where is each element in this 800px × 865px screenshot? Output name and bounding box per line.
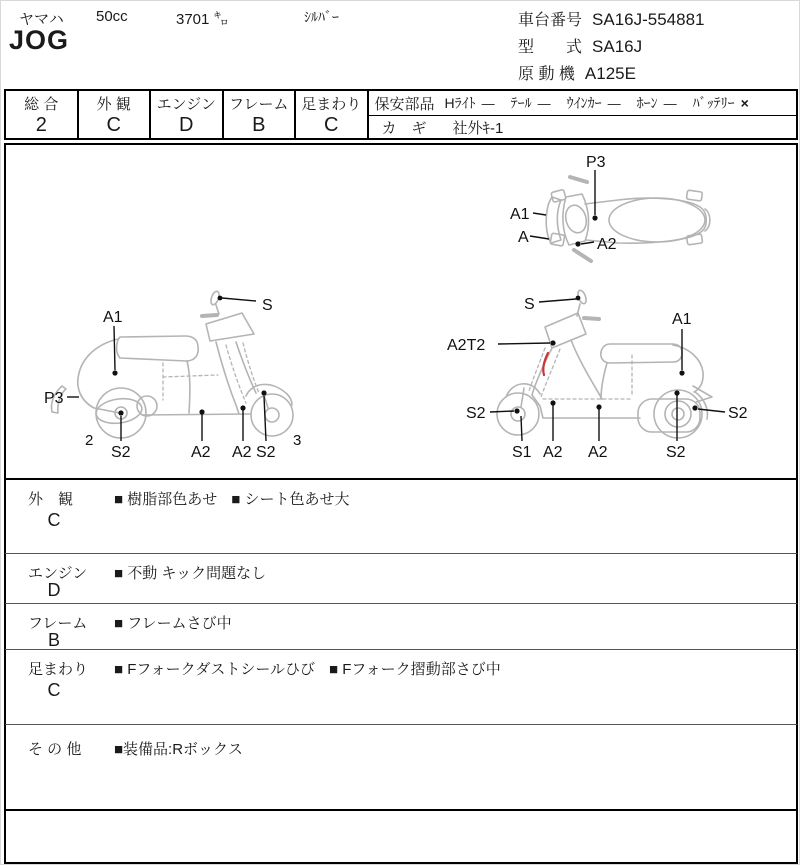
safety-item-tail: [511, 93, 551, 113]
model-name: JOG: [9, 25, 70, 55]
scooter-left-outline: [51, 290, 293, 438]
left-side-diagram: [40, 285, 330, 467]
engine-code-label: 原 動 機: [518, 66, 575, 83]
comment: ■ Fフォーク摺動部さび中: [329, 661, 501, 678]
safety-item-battery: [693, 93, 749, 113]
section-comments: [114, 488, 349, 509]
grade-value: C: [324, 114, 339, 136]
damage-code-label: S1: [512, 444, 532, 461]
displacement: 50cc: [96, 8, 128, 25]
safety-item-value: ―: [607, 95, 621, 111]
safety-item-value: ×: [740, 95, 749, 111]
section-frame: [4, 604, 798, 650]
comment: ■ 樹脂部色あせ: [114, 491, 218, 508]
top-view-diagram: [500, 149, 800, 277]
safety-parts-cell: [369, 91, 797, 138]
grade-cell-exterior: [79, 91, 152, 138]
section-exterior: [4, 480, 798, 554]
maker-name: ヤマハ: [19, 11, 64, 28]
section-comments: [114, 658, 501, 679]
grade-label: エンジン: [156, 96, 216, 113]
section-label: エンジン: [28, 565, 88, 582]
model-code-row: [518, 34, 642, 57]
grade-value: C: [106, 114, 121, 136]
body-color: ｼﾙﾊﾞｰ: [304, 9, 339, 25]
section-comments: [114, 612, 232, 633]
safety-item-value: ―: [537, 95, 551, 111]
comment: ■ フレームさび中: [114, 615, 232, 632]
remarks-empty-box: [4, 811, 798, 864]
section-label: フレーム: [28, 615, 88, 632]
section-undercarriage: [4, 650, 798, 725]
model-code-value: SA16J: [592, 37, 643, 56]
section-engine: [4, 554, 798, 604]
engine-code-row: [518, 61, 636, 84]
damage-code-label: S2: [256, 444, 276, 461]
damage-code-label: S: [524, 296, 535, 313]
section-grade: C: [47, 510, 61, 530]
damage-code-label: S2: [666, 444, 686, 461]
chassis-number-value: SA16J-554881: [592, 10, 705, 29]
damage-code-label: P3: [44, 390, 64, 407]
damage-code-label: A2: [191, 444, 211, 461]
grade-label: 総 合: [24, 96, 59, 113]
safety-item-headlight: [445, 93, 495, 113]
grade-label: 外 観: [96, 96, 131, 113]
damage-mark: [543, 353, 548, 375]
grade-label: 足まわり: [301, 96, 362, 113]
comment: ■ シート色あせ大: [231, 491, 350, 508]
grade-value: B: [252, 114, 266, 136]
safety-item-horn: [637, 93, 677, 113]
section-label: そ の 他: [28, 741, 82, 758]
damage-code-label: S2: [111, 444, 131, 461]
damage-code-label: S: [262, 297, 273, 314]
damage-code-label: A2: [597, 236, 617, 253]
section-comments: [114, 562, 266, 583]
damage-code-label: A1: [510, 206, 530, 223]
safety-item-name: ﾊﾞｯﾃﾘｰ: [692, 95, 735, 111]
grade-cell-engine: [151, 91, 224, 138]
damage-code-label: A2T2: [447, 337, 486, 354]
safety-parts-row: [369, 91, 797, 116]
damage-code-label: P3: [586, 154, 606, 171]
chassis-number-label: 車台番号: [518, 12, 583, 29]
comment: ■装備品:Rボックス: [114, 741, 243, 758]
condition-sections: [4, 480, 798, 864]
safety-item-name: ﾃｰﾙ: [510, 95, 532, 111]
damage-code-label: A2: [232, 444, 252, 461]
damage-code-label: A2: [588, 444, 608, 461]
grade-value: D: [179, 114, 194, 136]
safety-item-name: Hﾗｲﾄ: [444, 95, 476, 111]
damage-code-label: A1: [103, 309, 123, 326]
scooter-top-outline: [546, 177, 710, 261]
section-grade: C: [47, 680, 61, 700]
key-row: [369, 116, 797, 138]
damage-code-label: S2: [466, 405, 486, 422]
tread-depth-label: 3: [293, 432, 302, 449]
grade-cell-total: [6, 91, 79, 138]
key-label: カ ギ: [381, 119, 427, 137]
section-comments: [114, 738, 243, 759]
damage-code-label: S2: [728, 405, 748, 422]
damage-code-label: A2: [543, 444, 563, 461]
grade-value: 2: [35, 114, 47, 136]
tread-depth-label: 2: [85, 432, 94, 449]
safety-items: [445, 93, 749, 113]
grade-cell-undercarriage: [296, 91, 369, 138]
safety-item-name: ﾎｰﾝ: [636, 95, 658, 111]
grade-label: フレーム: [229, 96, 289, 113]
damage-code-label: A: [518, 229, 529, 246]
safety-item-value: ―: [481, 95, 495, 111]
grade-table: [4, 89, 798, 140]
grade-cell-frame: [224, 91, 297, 138]
chassis-number-row: [518, 7, 705, 30]
comment: ■ Fフォークダストシールひび: [114, 661, 316, 678]
section-grade: D: [47, 580, 61, 600]
safety-item-value: ―: [663, 95, 677, 111]
key-value: 社外ｷ-1: [452, 119, 504, 137]
comment: ■ 不動 キック問題なし: [114, 565, 267, 582]
damage-diagram-box: [4, 143, 798, 480]
right-side-diagram: [440, 285, 760, 467]
safety-item-name: ｳｲﾝｶｰ: [566, 95, 602, 111]
damage-code-label: A1: [672, 311, 692, 328]
engine-code-value: A125E: [584, 64, 636, 83]
safety-item-winker: [567, 93, 621, 113]
section-other: [4, 725, 798, 811]
section-label: 外 観: [28, 491, 74, 508]
model-code-label: 型 式: [518, 39, 583, 56]
section-label: 足まわり: [28, 661, 89, 678]
safety-parts-label: 保安部品: [374, 95, 435, 113]
mileage: 3701 ㌔: [176, 11, 229, 28]
section-grade: B: [47, 630, 60, 650]
